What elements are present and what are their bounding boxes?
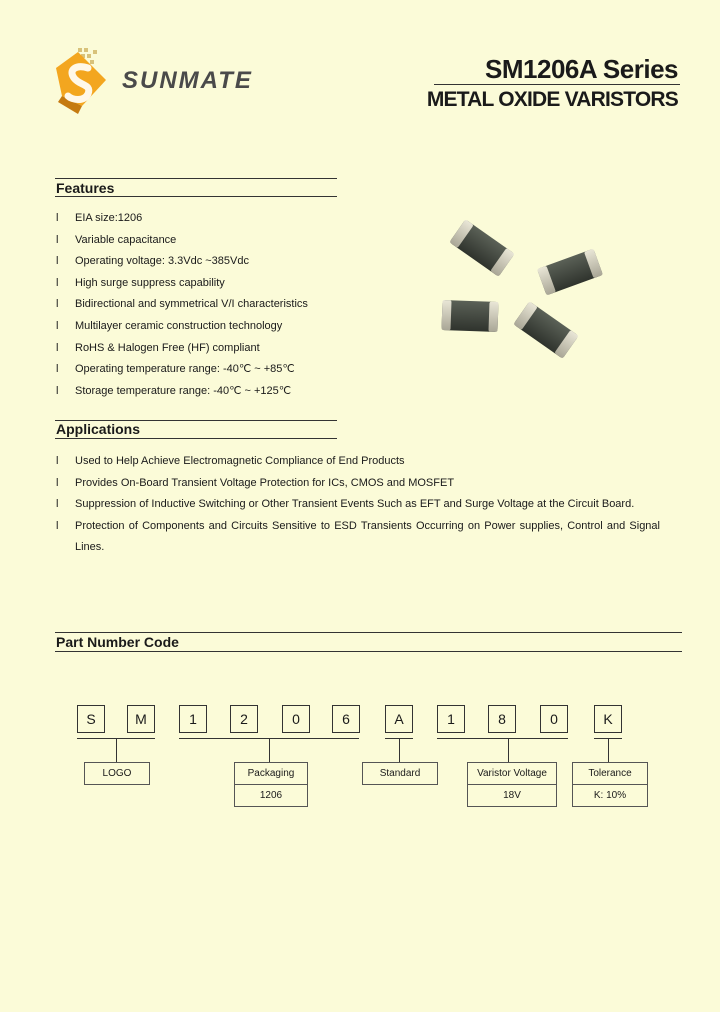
part-number-bottom-rule bbox=[55, 651, 682, 652]
part-char-box: 0 bbox=[540, 705, 568, 733]
list-item: l Provides On-Board Transient Voltage Protection for ICs, CMOS and MOSFET bbox=[56, 476, 455, 489]
field-value: K: 10% bbox=[573, 784, 647, 806]
list-item: l Bidirectional and symmetrical V/I characteristics bbox=[56, 298, 308, 311]
applications-bottom-rule bbox=[55, 438, 337, 439]
part-char-box: 2 bbox=[230, 705, 258, 733]
list-item: l Storage temperature range: -40℃ ~ +125℃ bbox=[56, 384, 292, 397]
series-title: SM1206A Series bbox=[485, 54, 678, 84]
list-item: l Variable capacitance bbox=[56, 233, 177, 246]
part-number-heading: Part Number Code bbox=[56, 634, 179, 650]
list-item: l Operating voltage: 3.3Vdc ~385Vdc bbox=[56, 255, 249, 268]
connector-standard bbox=[399, 738, 400, 762]
list-item: l Protection of Components and Circuits Sensitive to ESD Transients Occurring on Power supplies, Control and Signal Lines. bbox=[56, 519, 660, 554]
chip-4 bbox=[513, 301, 578, 358]
list-item: l Used to Help Achieve Electromagnetic Compliance of End Products bbox=[56, 455, 405, 467]
field-value: 18V bbox=[468, 784, 556, 806]
sunmate-logo-icon bbox=[48, 46, 278, 118]
part-char-box: 8 bbox=[488, 705, 516, 733]
field-label: Varistor Voltage bbox=[477, 768, 547, 779]
logo-wordmark: SUNMATE bbox=[122, 67, 253, 94]
part-number-top-rule bbox=[55, 632, 682, 633]
chip-3 bbox=[441, 300, 498, 332]
field-label: Packaging bbox=[247, 768, 295, 779]
field-logo bbox=[84, 762, 150, 785]
field-packaging bbox=[234, 762, 308, 807]
part-char-box: 0 bbox=[282, 705, 310, 733]
field-value: 1206 bbox=[235, 784, 307, 806]
list-item: l Suppression of Inductive Switching or Other Transient Events Such as EFT and Surge Voltage at the Circuit Board. bbox=[56, 498, 635, 511]
bracket-voltage bbox=[437, 738, 568, 739]
list-item: l EIA size:1206 bbox=[56, 212, 143, 224]
part-char-box: 6 bbox=[332, 705, 360, 733]
title-divider bbox=[434, 84, 680, 85]
varistor-chips-image bbox=[430, 212, 620, 362]
list-item: l RoHS & Halogen Free (HF) compliant bbox=[56, 341, 260, 354]
connector-voltage bbox=[508, 738, 509, 762]
features-heading: Features bbox=[56, 180, 115, 196]
field-standard bbox=[362, 762, 438, 785]
part-char-box: M bbox=[127, 705, 155, 733]
features-top-rule bbox=[55, 178, 337, 179]
sunmate-logo bbox=[48, 46, 278, 118]
field-varistor-voltage bbox=[467, 762, 557, 807]
connector-tolerance bbox=[608, 738, 609, 762]
field-tolerance bbox=[572, 762, 648, 807]
part-char-box: S bbox=[77, 705, 105, 733]
chip-1 bbox=[449, 219, 514, 276]
field-label: Tolerance bbox=[588, 768, 632, 779]
field-label: Standard bbox=[379, 768, 421, 779]
part-char-box: A bbox=[385, 705, 413, 733]
part-char-box: 1 bbox=[179, 705, 207, 733]
part-char-box: 1 bbox=[437, 705, 465, 733]
applications-heading: Applications bbox=[56, 421, 141, 437]
list-item: l Operating temperature range: -40℃ ~ +85℃ bbox=[56, 363, 295, 376]
connector-logo bbox=[116, 738, 117, 762]
field-label: LOGO bbox=[102, 768, 132, 779]
connector-packaging bbox=[269, 738, 270, 762]
features-list bbox=[56, 208, 308, 402]
chip-2 bbox=[537, 249, 603, 296]
applications-list bbox=[56, 451, 660, 559]
series-subtitle: METAL OXIDE VARISTORS bbox=[426, 88, 678, 111]
list-item: l High surge suppress capability bbox=[56, 276, 225, 289]
list-item: l Multilayer ceramic construction technology bbox=[56, 319, 283, 332]
part-char-box: K bbox=[594, 705, 622, 733]
features-bottom-rule bbox=[55, 196, 337, 197]
